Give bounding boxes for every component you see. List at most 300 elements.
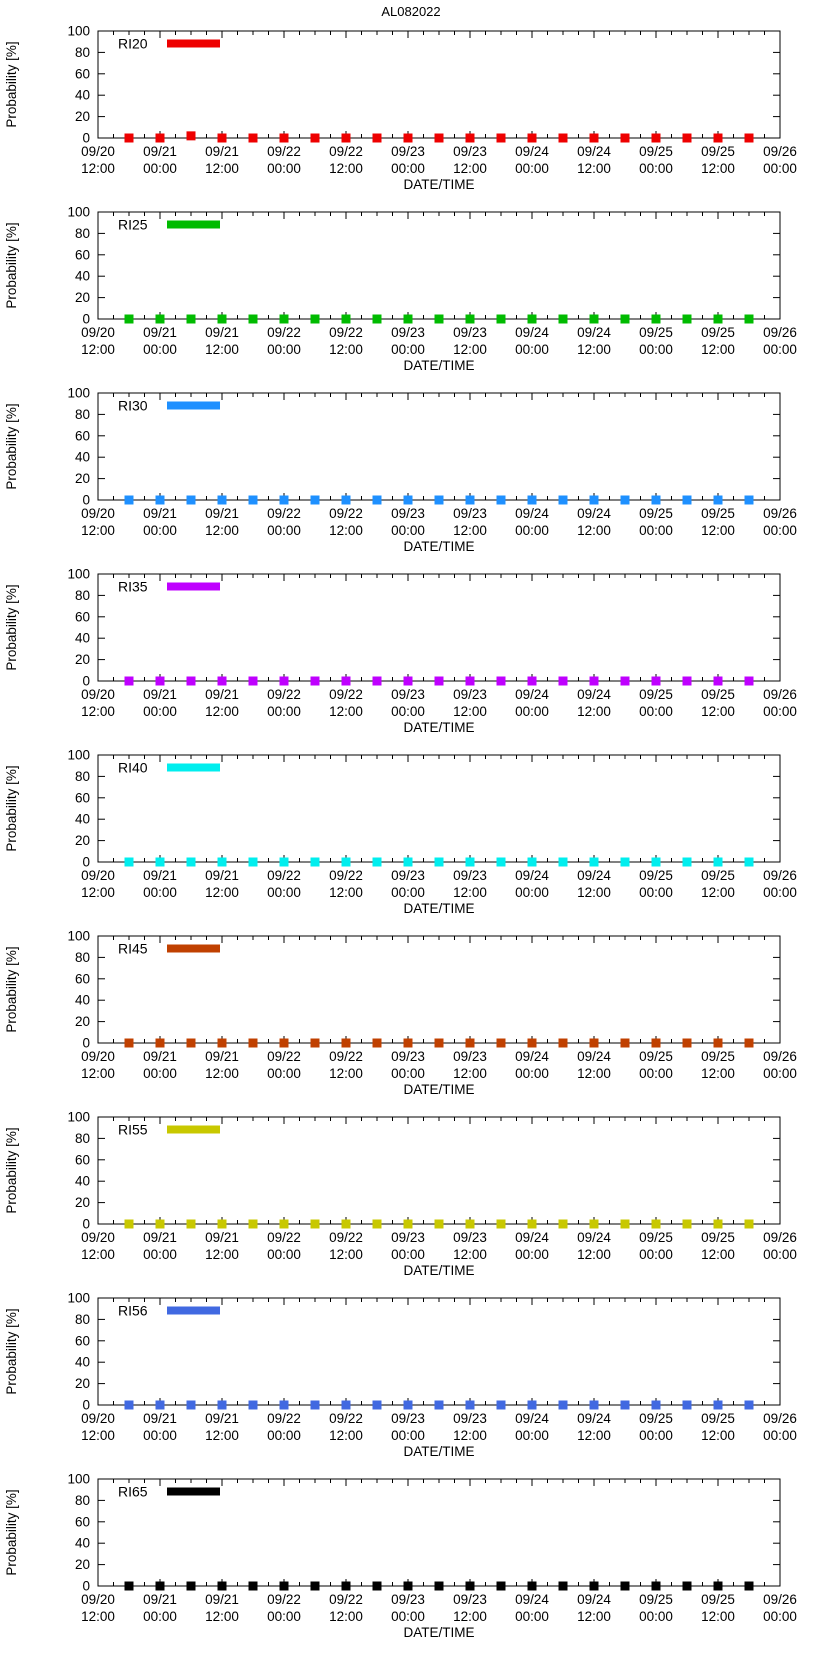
- x-tick-label-time: 00:00: [143, 1066, 177, 1081]
- y-tick-label: 40: [74, 992, 90, 1008]
- x-tick-label-time: 00:00: [391, 523, 425, 538]
- data-point: [218, 858, 227, 867]
- data-point: [311, 1401, 320, 1410]
- data-point: [714, 1401, 723, 1410]
- x-tick-label-time: 12:00: [453, 704, 487, 719]
- x-tick-label-time: 12:00: [453, 1609, 487, 1624]
- data-point: [125, 496, 134, 505]
- x-tick-label-date: 09/21: [205, 1592, 239, 1607]
- y-tick-label: 40: [74, 630, 90, 646]
- x-tick-label-date: 09/23: [391, 1592, 425, 1607]
- data-point: [280, 1401, 289, 1410]
- y-tick-label: 60: [74, 428, 90, 444]
- data-point: [249, 1582, 258, 1591]
- x-tick-label-time: 12:00: [453, 342, 487, 357]
- data-point: [435, 1039, 444, 1048]
- x-tick-label-time: 00:00: [143, 161, 177, 176]
- y-tick-label: 0: [82, 130, 90, 146]
- x-tick-label-time: 12:00: [701, 704, 735, 719]
- x-tick-label-date: 09/22: [329, 144, 363, 159]
- data-point: [714, 315, 723, 324]
- y-tick-label: 60: [74, 1514, 90, 1530]
- data-point: [373, 315, 382, 324]
- x-tick-label-date: 09/21: [205, 1230, 239, 1245]
- y-tick-label: 100: [67, 928, 90, 944]
- x-tick-label-date: 09/22: [267, 868, 301, 883]
- x-tick-label-date: 09/21: [143, 1049, 177, 1064]
- chart-block-RI55: [0, 1106, 822, 1287]
- x-tick-label-time: 00:00: [391, 1609, 425, 1624]
- data-point: [125, 1582, 134, 1591]
- data-point: [311, 496, 320, 505]
- chart-block-RI40: [0, 744, 822, 925]
- data-point: [497, 858, 506, 867]
- data-point: [528, 677, 537, 686]
- legend-label: RI25: [118, 216, 148, 233]
- data-point: [683, 1582, 692, 1591]
- x-tick-label-date: 09/22: [329, 325, 363, 340]
- data-point: [621, 1220, 630, 1229]
- data-point: [528, 496, 537, 505]
- data-point: [714, 1039, 723, 1048]
- y-tick-label: 40: [74, 811, 90, 827]
- data-point: [187, 1039, 196, 1048]
- data-point: [497, 134, 506, 143]
- x-tick-label-date: 09/25: [639, 1049, 673, 1064]
- x-tick-label-date: 09/26: [763, 1049, 797, 1064]
- x-tick-label-date: 09/24: [577, 506, 611, 521]
- x-tick-label-date: 09/23: [453, 1411, 487, 1426]
- y-tick-label: 20: [74, 1195, 90, 1211]
- x-tick-label-time: 00:00: [391, 1066, 425, 1081]
- x-tick-label-date: 09/21: [205, 1411, 239, 1426]
- x-tick-label-time: 12:00: [205, 885, 239, 900]
- data-point: [280, 1220, 289, 1229]
- data-point: [590, 1582, 599, 1591]
- data-point: [373, 1582, 382, 1591]
- legend-label: RI55: [118, 1121, 148, 1138]
- data-point: [559, 1582, 568, 1591]
- x-tick-label-date: 09/26: [763, 1230, 797, 1245]
- x-tick-label-time: 12:00: [453, 1066, 487, 1081]
- data-point: [404, 677, 413, 686]
- data-point: [342, 134, 351, 143]
- data-point: [466, 677, 475, 686]
- x-tick-label-time: 00:00: [391, 704, 425, 719]
- chart-svg-RI55: [0, 1106, 822, 1287]
- x-tick-label-time: 00:00: [515, 523, 549, 538]
- data-point: [373, 677, 382, 686]
- x-tick-label-time: 12:00: [205, 1066, 239, 1081]
- x-tick-label-date: 09/22: [329, 1411, 363, 1426]
- x-tick-label-date: 09/21: [205, 325, 239, 340]
- y-tick-label: 20: [74, 1014, 90, 1030]
- x-tick-label-date: 09/24: [515, 1230, 549, 1245]
- data-point: [714, 496, 723, 505]
- x-tick-label-time: 00:00: [515, 161, 549, 176]
- chart-block-RI56: [0, 1287, 822, 1468]
- data-point: [590, 1039, 599, 1048]
- data-point: [683, 677, 692, 686]
- x-tick-label-date: 09/26: [763, 1411, 797, 1426]
- x-tick-label-date: 09/20: [81, 687, 115, 702]
- data-point: [311, 315, 320, 324]
- data-point: [745, 1401, 754, 1410]
- y-tick-label: 80: [74, 1492, 90, 1508]
- data-point: [249, 1039, 258, 1048]
- y-tick-label: 100: [67, 747, 90, 763]
- data-point: [683, 496, 692, 505]
- x-tick-label-date: 09/26: [763, 868, 797, 883]
- x-tick-label-date: 09/25: [639, 687, 673, 702]
- data-point: [497, 1220, 506, 1229]
- data-point: [187, 131, 196, 140]
- data-point: [156, 858, 165, 867]
- data-point: [745, 315, 754, 324]
- x-axis-title: DATE/TIME: [403, 1263, 475, 1278]
- x-tick-label-date: 09/21: [143, 325, 177, 340]
- x-tick-label-time: 00:00: [763, 1066, 797, 1081]
- x-tick-label-time: 00:00: [391, 342, 425, 357]
- x-tick-label-date: 09/24: [515, 868, 549, 883]
- x-tick-label-date: 09/21: [143, 1592, 177, 1607]
- data-point: [404, 496, 413, 505]
- data-point: [342, 858, 351, 867]
- x-axis-title: DATE/TIME: [403, 1625, 475, 1640]
- data-point: [435, 1401, 444, 1410]
- x-tick-label-date: 09/22: [267, 1049, 301, 1064]
- x-tick-label-date: 09/22: [267, 506, 301, 521]
- data-point: [342, 496, 351, 505]
- x-tick-label-date: 09/24: [515, 1411, 549, 1426]
- data-point: [683, 1401, 692, 1410]
- x-tick-label-date: 09/20: [81, 1049, 115, 1064]
- data-point: [435, 858, 444, 867]
- x-tick-label-date: 09/20: [81, 1592, 115, 1607]
- x-tick-label-time: 12:00: [329, 704, 363, 719]
- data-point: [280, 134, 289, 143]
- data-point: [745, 677, 754, 686]
- x-tick-label-time: 00:00: [763, 1609, 797, 1624]
- x-tick-label-time: 12:00: [577, 885, 611, 900]
- chart-svg-RI45: [0, 925, 822, 1106]
- data-point: [373, 1401, 382, 1410]
- data-point: [590, 134, 599, 143]
- data-point: [559, 1039, 568, 1048]
- data-point: [497, 496, 506, 505]
- chart-svg-RI65: [0, 1468, 822, 1649]
- y-axis-title: Probability [%]: [4, 1127, 19, 1214]
- data-point: [280, 858, 289, 867]
- y-tick-label: 20: [74, 290, 90, 306]
- x-tick-label-date: 09/26: [763, 687, 797, 702]
- legend-label: RI45: [118, 940, 148, 957]
- x-tick-label-date: 09/24: [515, 1592, 549, 1607]
- x-axis-title: DATE/TIME: [403, 358, 475, 373]
- x-tick-label-time: 12:00: [81, 523, 115, 538]
- data-point: [683, 1220, 692, 1229]
- data-point: [559, 134, 568, 143]
- x-tick-label-date: 09/20: [81, 506, 115, 521]
- x-tick-label-time: 12:00: [329, 523, 363, 538]
- x-tick-label-time: 12:00: [205, 523, 239, 538]
- x-axis-title: DATE/TIME: [403, 539, 475, 554]
- y-tick-label: 60: [74, 609, 90, 625]
- data-point: [435, 315, 444, 324]
- y-tick-label: 40: [74, 1535, 90, 1551]
- x-tick-label-date: 09/23: [391, 868, 425, 883]
- x-tick-label-date: 09/25: [701, 144, 735, 159]
- x-tick-label-time: 00:00: [267, 885, 301, 900]
- x-tick-label-time: 00:00: [267, 342, 301, 357]
- x-tick-label-date: 09/25: [639, 1230, 673, 1245]
- x-tick-label-time: 00:00: [763, 161, 797, 176]
- x-tick-label-time: 00:00: [391, 161, 425, 176]
- data-point: [652, 134, 661, 143]
- x-tick-label-date: 09/25: [701, 1230, 735, 1245]
- data-point: [125, 315, 134, 324]
- x-tick-label-time: 00:00: [763, 1247, 797, 1262]
- x-tick-label-date: 09/24: [577, 1411, 611, 1426]
- y-tick-label: 60: [74, 1152, 90, 1168]
- x-tick-label-date: 09/24: [515, 1049, 549, 1064]
- chart-block-RI35: [0, 563, 822, 744]
- y-tick-label: 80: [74, 1311, 90, 1327]
- data-point: [652, 496, 661, 505]
- data-point: [280, 1582, 289, 1591]
- x-tick-label-time: 12:00: [329, 1428, 363, 1443]
- data-point: [311, 134, 320, 143]
- legend-label: RI40: [118, 759, 148, 776]
- data-point: [745, 1039, 754, 1048]
- x-tick-label-date: 09/24: [577, 1230, 611, 1245]
- x-tick-label-date: 09/23: [391, 1411, 425, 1426]
- data-point: [404, 1220, 413, 1229]
- x-tick-label-date: 09/22: [267, 1411, 301, 1426]
- x-tick-label-time: 12:00: [329, 1609, 363, 1624]
- data-point: [466, 1582, 475, 1591]
- data-point: [342, 1039, 351, 1048]
- x-tick-label-date: 09/21: [143, 868, 177, 883]
- x-tick-label-time: 00:00: [143, 704, 177, 719]
- x-tick-label-date: 09/26: [763, 144, 797, 159]
- x-tick-label-time: 00:00: [391, 885, 425, 900]
- y-axis-title: Probability [%]: [4, 584, 19, 671]
- x-tick-label-time: 12:00: [701, 1247, 735, 1262]
- y-tick-label: 0: [82, 311, 90, 327]
- data-point: [218, 315, 227, 324]
- x-tick-label-date: 09/22: [329, 506, 363, 521]
- y-tick-label: 0: [82, 1035, 90, 1051]
- chart-block-RI30: [0, 382, 822, 563]
- x-tick-label-date: 09/23: [453, 1230, 487, 1245]
- charts-container: [0, 20, 822, 1649]
- y-tick-label: 0: [82, 673, 90, 689]
- y-tick-label: 0: [82, 1397, 90, 1413]
- data-point: [342, 1401, 351, 1410]
- x-tick-label-time: 00:00: [391, 1428, 425, 1443]
- x-tick-label-date: 09/25: [639, 1592, 673, 1607]
- x-tick-label-date: 09/21: [205, 868, 239, 883]
- data-point: [249, 1220, 258, 1229]
- x-tick-label-date: 09/22: [267, 687, 301, 702]
- y-axis-title: Probability [%]: [4, 222, 19, 309]
- x-tick-label-date: 09/21: [143, 1230, 177, 1245]
- x-tick-label-time: 12:00: [205, 704, 239, 719]
- x-tick-label-date: 09/20: [81, 144, 115, 159]
- chart-svg-RI30: [0, 382, 822, 563]
- y-tick-label: 0: [82, 854, 90, 870]
- x-tick-label-time: 12:00: [701, 1066, 735, 1081]
- data-point: [528, 315, 537, 324]
- x-tick-label-time: 12:00: [329, 161, 363, 176]
- x-tick-label-time: 00:00: [639, 1247, 673, 1262]
- data-point: [590, 1401, 599, 1410]
- x-tick-label-time: 00:00: [639, 342, 673, 357]
- x-tick-label-time: 00:00: [515, 1066, 549, 1081]
- x-tick-label-date: 09/20: [81, 1230, 115, 1245]
- legend-line-sample: [167, 1307, 220, 1315]
- x-tick-label-time: 12:00: [205, 161, 239, 176]
- x-tick-label-time: 00:00: [267, 704, 301, 719]
- y-tick-label: 0: [82, 1578, 90, 1594]
- x-tick-label-time: 12:00: [329, 1066, 363, 1081]
- x-tick-label-date: 09/21: [143, 687, 177, 702]
- x-tick-label-date: 09/26: [763, 325, 797, 340]
- chart-block-RI25: [0, 201, 822, 382]
- x-tick-label-time: 12:00: [205, 1609, 239, 1624]
- x-tick-label-time: 00:00: [515, 885, 549, 900]
- data-point: [621, 858, 630, 867]
- x-tick-label-date: 09/25: [639, 144, 673, 159]
- data-point: [373, 134, 382, 143]
- data-point: [187, 858, 196, 867]
- data-point: [466, 1220, 475, 1229]
- data-point: [621, 134, 630, 143]
- x-tick-label-time: 00:00: [639, 1609, 673, 1624]
- y-tick-label: 100: [67, 566, 90, 582]
- data-point: [187, 1401, 196, 1410]
- y-tick-label: 0: [82, 1216, 90, 1232]
- x-tick-label-date: 09/22: [329, 868, 363, 883]
- x-tick-label-time: 12:00: [577, 1428, 611, 1443]
- data-point: [218, 1220, 227, 1229]
- data-point: [156, 677, 165, 686]
- x-axis-title: DATE/TIME: [403, 177, 475, 192]
- x-axis-title: DATE/TIME: [403, 720, 475, 735]
- data-point: [342, 677, 351, 686]
- x-tick-label-date: 09/25: [701, 506, 735, 521]
- data-point: [156, 315, 165, 324]
- x-tick-label-time: 12:00: [701, 1609, 735, 1624]
- y-tick-label: 60: [74, 247, 90, 263]
- x-tick-label-date: 09/21: [143, 144, 177, 159]
- data-point: [497, 1582, 506, 1591]
- x-tick-label-time: 12:00: [453, 885, 487, 900]
- data-point: [404, 134, 413, 143]
- x-tick-label-date: 09/23: [391, 687, 425, 702]
- y-axis-title: Probability [%]: [4, 1489, 19, 1576]
- data-point: [435, 1220, 444, 1229]
- data-point: [404, 1039, 413, 1048]
- x-tick-label-date: 09/21: [205, 144, 239, 159]
- data-point: [497, 315, 506, 324]
- y-tick-label: 100: [67, 385, 90, 401]
- x-axis-title: DATE/TIME: [403, 1082, 475, 1097]
- x-tick-label-time: 00:00: [267, 1247, 301, 1262]
- x-tick-label-time: 00:00: [763, 885, 797, 900]
- x-tick-label-time: 00:00: [267, 523, 301, 538]
- x-tick-label-date: 09/24: [577, 868, 611, 883]
- x-tick-label-time: 12:00: [329, 1247, 363, 1262]
- x-tick-label-date: 09/22: [329, 1049, 363, 1064]
- data-point: [528, 1039, 537, 1048]
- data-point: [404, 1401, 413, 1410]
- x-tick-label-date: 09/23: [453, 687, 487, 702]
- x-tick-label-time: 00:00: [143, 885, 177, 900]
- data-point: [218, 677, 227, 686]
- x-tick-label-date: 09/26: [763, 506, 797, 521]
- figure-title: AL082022: [381, 4, 441, 19]
- x-tick-label-date: 09/24: [515, 144, 549, 159]
- data-point: [621, 677, 630, 686]
- x-tick-label-date: 09/22: [329, 1592, 363, 1607]
- x-tick-label-time: 12:00: [701, 342, 735, 357]
- data-point: [156, 1039, 165, 1048]
- chart-svg-RI40: [0, 744, 822, 925]
- data-point: [683, 315, 692, 324]
- data-point: [249, 858, 258, 867]
- data-point: [559, 858, 568, 867]
- legend-label: RI35: [118, 578, 148, 595]
- x-tick-label-date: 09/24: [515, 506, 549, 521]
- x-tick-label-time: 12:00: [81, 1609, 115, 1624]
- data-point: [621, 496, 630, 505]
- data-point: [683, 134, 692, 143]
- x-tick-label-time: 12:00: [453, 1428, 487, 1443]
- data-point: [404, 1582, 413, 1591]
- data-point: [621, 1401, 630, 1410]
- x-tick-label-time: 12:00: [453, 161, 487, 176]
- x-tick-label-date: 09/23: [453, 325, 487, 340]
- x-tick-label-time: 00:00: [267, 161, 301, 176]
- data-point: [311, 1039, 320, 1048]
- data-point: [435, 134, 444, 143]
- y-tick-label: 40: [74, 449, 90, 465]
- x-tick-label-time: 00:00: [267, 1066, 301, 1081]
- x-tick-label-time: 00:00: [639, 1428, 673, 1443]
- x-tick-label-time: 00:00: [391, 1247, 425, 1262]
- data-point: [590, 1220, 599, 1229]
- data-point: [156, 496, 165, 505]
- data-point: [466, 496, 475, 505]
- x-tick-label-date: 09/23: [453, 1592, 487, 1607]
- data-point: [311, 1220, 320, 1229]
- data-point: [218, 134, 227, 143]
- x-tick-label-date: 09/26: [763, 1592, 797, 1607]
- data-point: [342, 1582, 351, 1591]
- x-tick-label-date: 09/24: [577, 1049, 611, 1064]
- data-point: [218, 496, 227, 505]
- y-tick-label: 80: [74, 406, 90, 422]
- data-point: [342, 1220, 351, 1229]
- x-tick-label-date: 09/24: [515, 687, 549, 702]
- data-point: [342, 315, 351, 324]
- x-tick-label-date: 09/21: [143, 506, 177, 521]
- x-axis-title: DATE/TIME: [403, 1444, 475, 1459]
- y-tick-label: 20: [74, 109, 90, 125]
- legend-label: RI30: [118, 397, 148, 414]
